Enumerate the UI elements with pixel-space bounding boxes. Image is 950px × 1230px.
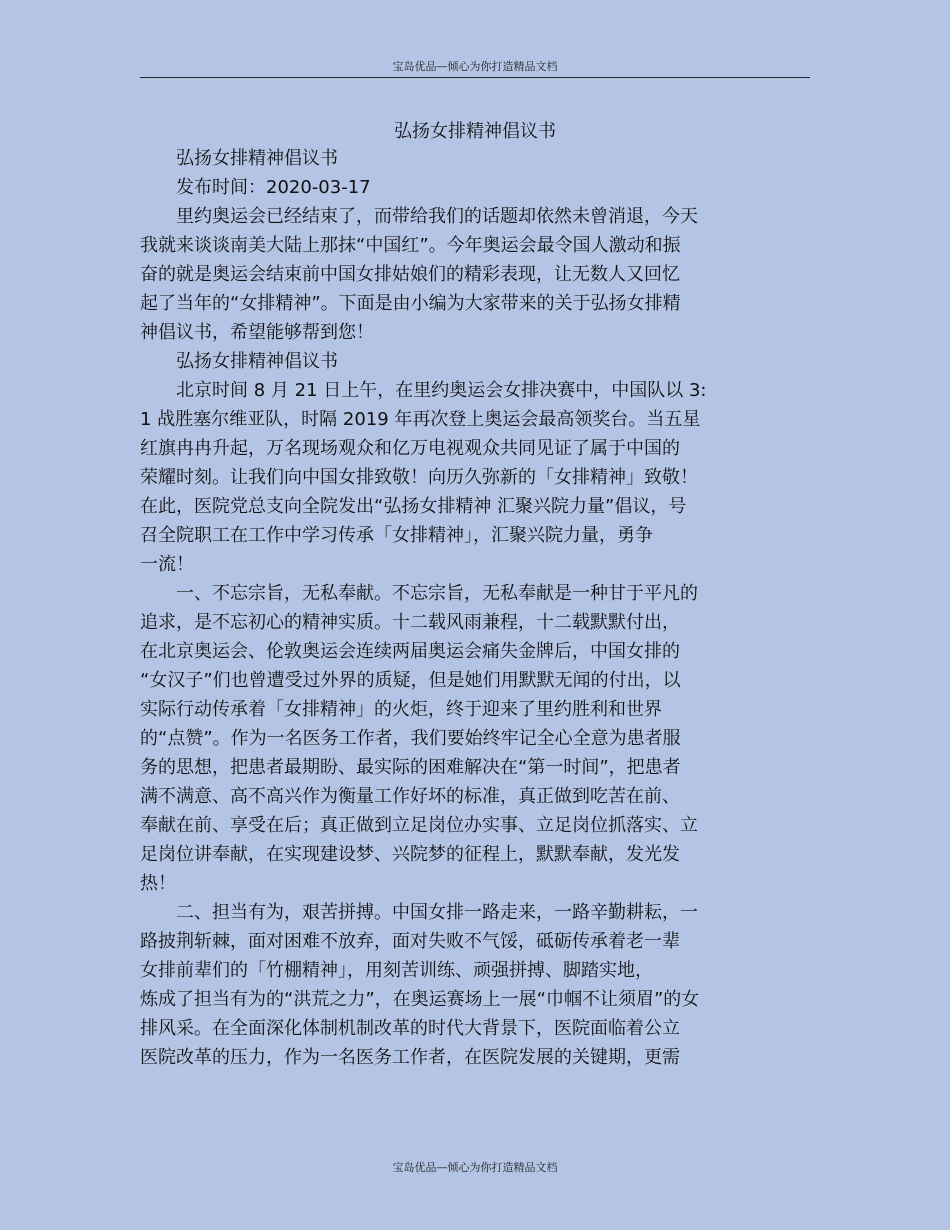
body-line: “女汉子”们也曾遭受过外界的质疑，但是她们用默默无闻的付出，以 bbox=[140, 670, 681, 691]
body-line: 追求，是不忘初心的精神实质。十二载风雨兼程，十二载默默付出， bbox=[140, 612, 680, 633]
page-header: 宝岛优品—倾心为你打造精品文档 bbox=[392, 60, 558, 73]
body-line: 奋的就是奥运会结束前中国女排姑娘们的精彩表现，让无数人又回忆 bbox=[140, 264, 680, 285]
body-line: 炼成了担当有为的“洪荒之力”，在奥运赛场上一展“巾帼不让须眉”的女 bbox=[140, 989, 700, 1010]
body-line: 的“点赞”。作为一名医务工作者，我们要始终牢记全心全意为患者服 bbox=[140, 728, 681, 749]
body-line: 一、不忘宗旨，无私奉献。不忘宗旨，无私奉献是一种甘于平凡的 bbox=[140, 583, 698, 604]
body-line: 路披荆斩棘，面对困难不放弃，面对失败不气馁，砥砺传承着老一辈 bbox=[140, 931, 680, 952]
body-line: 神倡议书，希望能够帮到您！ bbox=[140, 322, 374, 343]
body-line: 奉献在前、享受在后；真正做到立足岗位办实事、立足岗位抓落实、立 bbox=[140, 815, 698, 836]
body-line: 热！ bbox=[140, 873, 176, 894]
body-line: 荣耀时刻。让我们向中国女排致敬！向历久弥新的「女排精神」致敬！ bbox=[140, 467, 698, 488]
body-line: 足岗位讲奉献，在实现建设梦、兴院梦的征程上，默默奉献，发光发 bbox=[140, 844, 680, 865]
body-line: 一流！ bbox=[140, 554, 194, 575]
document-body bbox=[140, 144, 810, 1072]
body-line: 里约奥运会已经结束了，而带给我们的话题却依然未曾消退，今天 bbox=[140, 206, 698, 227]
page-footer: 宝岛优品—倾心为你打造精品文档 bbox=[392, 1161, 558, 1174]
body-line: 排风采。在全面深化体制机制改革的时代大背景下，医院面临着公立 bbox=[140, 1018, 680, 1039]
body-line: 北京时间 8 月 21 日上午，在里约奥运会女排决赛中，中国队以 3: bbox=[140, 380, 707, 401]
body-line: 弘扬女排精神倡议书 bbox=[140, 148, 338, 169]
body-line: 在此，医院党总支向全院发出“弘扬女排精神 汇聚兴院力量”倡议，号 bbox=[140, 496, 687, 517]
body-line: 发布时间：2020-03-17 bbox=[140, 177, 371, 198]
body-line: 起了当年的“女排精神”。下面是由小编为大家带来的关于弘扬女排精 bbox=[140, 293, 681, 314]
document-title: 弘扬女排精神倡议书 bbox=[394, 121, 556, 142]
header-divider bbox=[140, 77, 810, 78]
body-line: 实际行动传承着「女排精神」的火炬，终于迎来了里约胜利和世界 bbox=[140, 699, 662, 720]
body-line: 满不满意、高不高兴作为衡量工作好坏的标准，真正做到吃苦在前、 bbox=[140, 786, 680, 807]
body-line: 在北京奥运会、伦敦奥运会连续两届奥运会痛失金牌后，中国女排的 bbox=[140, 641, 680, 662]
body-line: 召全院职工在工作中学习传承「女排精神」，汇聚兴院力量，勇争 bbox=[140, 525, 653, 546]
body-line: 医院改革的压力，作为一名医务工作者，在医院发展的关键期，更需 bbox=[140, 1047, 680, 1068]
body-line: 女排前辈们的「竹棚精神」，用刻苦训练、顽强拼搏、脚踏实地， bbox=[140, 960, 653, 981]
body-line: 二、担当有为，艰苦拼搏。中国女排一路走来，一路辛勤耕耘，一 bbox=[140, 902, 698, 923]
body-line: 1 战胜塞尔维亚队，时隔 2019 年再次登上奥运会最高领奖台。当五星 bbox=[140, 409, 701, 430]
body-line: 务的思想，把患者最期盼、最实际的困难解决在“第一时间”，把患者 bbox=[140, 757, 681, 778]
body-line: 红旗冉冉升起，万名现场观众和亿万电视观众共同见证了属于中国的 bbox=[140, 438, 680, 459]
body-line: 我就来谈谈南美大陆上那抹“中国红”。今年奥运会最令国人激动和振 bbox=[140, 235, 681, 256]
body-line: 弘扬女排精神倡议书 bbox=[140, 351, 338, 372]
